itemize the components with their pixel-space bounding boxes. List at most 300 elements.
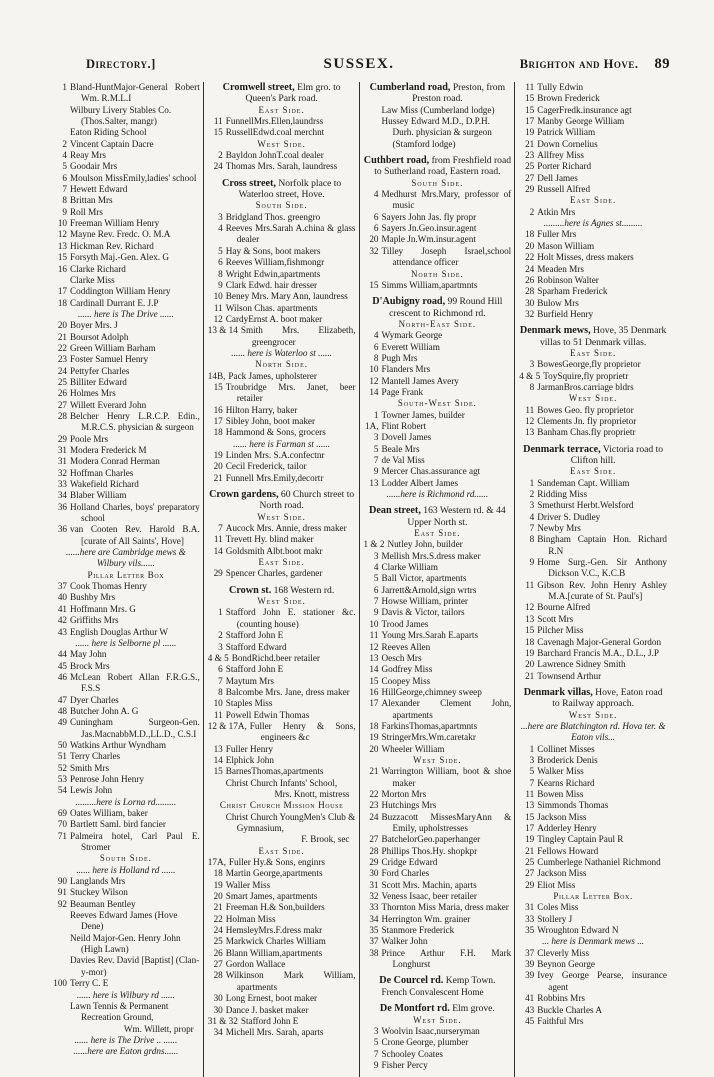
- directory-entry: [364, 280, 512, 291]
- entry-text: Palmeira hotel, Carl Paul E. Stromer: [70, 830, 200, 853]
- directory-entry: [519, 659, 667, 670]
- house-number: 33: [369, 902, 379, 913]
- entry-text: Prince Arthur F.H. Mark Longhurst: [381, 947, 512, 970]
- directory-entry: [364, 891, 512, 902]
- house-number: 27: [57, 399, 67, 410]
- directory-entry: [52, 218, 200, 229]
- directory-entry: [52, 332, 200, 343]
- directory-entry: [364, 562, 512, 573]
- house-number: 11: [213, 709, 223, 720]
- house-number: 29: [213, 568, 223, 579]
- directory-entry: [519, 602, 667, 613]
- directory-entry: [519, 671, 667, 682]
- side-heading: West Side.: [568, 709, 618, 720]
- street-heading: De Courcel rd. Kemp Town.: [379, 975, 496, 987]
- house-number: 19: [525, 127, 535, 138]
- directory-entry: [208, 642, 356, 653]
- directory-entry: [208, 291, 356, 302]
- directory-entry: [519, 184, 667, 195]
- house-number: 30: [369, 868, 379, 879]
- directory-entry: [208, 993, 356, 1004]
- house-number: 11: [213, 116, 223, 127]
- house-number: 18: [369, 720, 379, 731]
- directory-entry: [364, 573, 512, 584]
- directory-entry: [519, 500, 667, 511]
- directory-entry: [364, 223, 512, 234]
- house-number: 90: [57, 876, 67, 887]
- directory-entry: [52, 490, 200, 501]
- directory-entry: [208, 473, 356, 484]
- side-heading: East Side.: [258, 557, 305, 568]
- entry-text: Stuckey Wilson: [70, 887, 128, 898]
- house-number: 13: [525, 800, 535, 811]
- entry-text: Bayldon JohnT.coal dealer: [225, 150, 324, 161]
- house-number: 25: [213, 936, 223, 947]
- directory-entry: [52, 241, 200, 252]
- house-number: 38: [369, 947, 379, 958]
- directory-entry: [364, 376, 512, 387]
- directory-entry: [208, 755, 356, 766]
- directory-entry: [364, 619, 512, 630]
- entry-text: Everett William: [381, 341, 440, 352]
- house-number: 32: [57, 467, 67, 478]
- entry-credit: Mrs. Knott, mistress: [274, 788, 350, 799]
- directory-entry: [364, 364, 512, 375]
- directory-entry: [364, 936, 512, 947]
- directory-entry: [519, 557, 667, 580]
- directory-entry: [52, 808, 200, 819]
- page-number: 89: [654, 56, 670, 72]
- entry-text: Modera Frederick M: [70, 445, 147, 455]
- house-number: 22: [525, 252, 535, 263]
- entry-text: Scott Mrs. Machin, aparts: [381, 879, 477, 890]
- entry-text: Beney Mrs. Mary Ann, laundress: [225, 291, 348, 302]
- directory-entry: [52, 706, 200, 717]
- house-number: 33: [57, 479, 67, 490]
- house-number: 33: [525, 913, 535, 924]
- entry-text: Bridgland Thos. greengro: [225, 211, 321, 222]
- section-title: Brighton and Hove.: [519, 57, 639, 71]
- directory-entry: [519, 427, 667, 438]
- entry-text: Fuller Henry & Sons, engineers &c: [249, 720, 356, 743]
- directory-entry: [208, 303, 356, 314]
- directory-entry-unnumbered: [364, 105, 512, 116]
- entry-text: Dyer Charles: [70, 694, 119, 705]
- directory-entry: [364, 687, 512, 698]
- entry-text: Dovell James: [381, 432, 432, 443]
- entry-text: Allfrey Miss: [537, 150, 584, 161]
- entry-text: CagerFredk.insurance agt: [537, 104, 632, 115]
- directory-entry: [519, 207, 667, 218]
- directory-entry: [519, 241, 667, 252]
- entry-text: Patrick William: [537, 127, 596, 138]
- directory-entry: [519, 416, 667, 427]
- street-name: Cumberland road,: [369, 82, 451, 93]
- entry-text: Linden Mrs. S.A.confectnr: [225, 450, 325, 460]
- entry-text: Fuller Mrs: [537, 229, 577, 240]
- house-number: 6: [373, 341, 379, 352]
- directory-entry: [52, 388, 200, 399]
- house-number: 21: [57, 331, 67, 342]
- house-number: 69: [57, 808, 67, 818]
- house-number: 11: [369, 630, 379, 641]
- entry-text: FarkinsThomas,apartmnts: [381, 720, 478, 731]
- cross-street-note: ......here are Eaton grdns......: [73, 1046, 179, 1057]
- house-number: 14: [213, 545, 223, 556]
- entry-text: French Convalescent Home: [381, 986, 484, 997]
- directory-entry: [364, 1060, 512, 1071]
- street-name: Cromwell street,: [222, 82, 295, 93]
- cross-street-note: .........here is Lorna rd.........: [75, 796, 177, 807]
- house-number: 2: [529, 206, 535, 217]
- house-number: 6: [218, 664, 223, 675]
- house-number: 17: [369, 698, 379, 709]
- house-number: 5: [218, 245, 223, 256]
- house-number: 4: [373, 330, 379, 341]
- directory-entry: [52, 649, 200, 660]
- directory-entry: [364, 444, 512, 455]
- house-number: 21: [525, 845, 535, 856]
- side-heading: East Side.: [258, 845, 305, 856]
- entry-text: Morton Mrs: [381, 788, 427, 799]
- house-number: 2: [218, 150, 223, 161]
- directory-entry: [52, 468, 200, 479]
- house-number: 1: [373, 409, 379, 420]
- street-heading: De Montfort rd. Elm grove.: [379, 1003, 495, 1015]
- entry-text: Jackson Miss: [537, 868, 587, 879]
- house-number: 18: [525, 229, 535, 240]
- entry-text: Bushby Mrs: [70, 592, 116, 603]
- directory-entry: [52, 377, 200, 388]
- house-number: 36: [57, 501, 67, 512]
- entry-text: Dell James: [537, 172, 578, 183]
- entry-credit: Wm. Willett, propr: [123, 1023, 194, 1034]
- directory-entry: [519, 789, 667, 800]
- house-number: 43: [57, 626, 67, 637]
- entry-text: McLean Robert Allan F.R.G.S., F.S.S: [70, 671, 200, 694]
- directory-entry: [208, 427, 356, 438]
- county-title: SUSSEX.: [323, 56, 395, 72]
- directory-entry: [52, 195, 200, 206]
- entry-text: Reeves William,fishmongr: [225, 257, 325, 268]
- entry-text: Coles Miss: [537, 902, 579, 913]
- entry-text: Robinson Walter: [537, 274, 599, 285]
- directory-entry: [208, 607, 356, 630]
- house-number: 19: [525, 647, 535, 658]
- house-number: 7: [373, 1048, 379, 1059]
- entry-text: Hilton Harry, baker: [225, 404, 298, 415]
- directory-entry: [364, 721, 512, 732]
- directory-entry: [519, 970, 667, 993]
- entry-text: Stollery J: [537, 913, 573, 924]
- entry-text: Goodair Mrs: [70, 161, 118, 172]
- directory-entry: [364, 698, 512, 721]
- house-number: 1A,: [364, 420, 379, 431]
- entry-text: Neild Major-Gen. Henry John (High Lawn): [70, 932, 181, 955]
- entry-text: Jackson Miss: [537, 811, 587, 822]
- entry-text: Robbins Mrs: [537, 993, 585, 1004]
- entry-text: Smart James, apartments: [225, 891, 318, 902]
- directory-entry: [364, 342, 512, 353]
- entry-text: Bowes Geo. fly proprietor: [537, 404, 634, 415]
- street-heading: Denmark mews, Hove, 35 Denmark villas to 51 Denmark villas.: [519, 325, 667, 348]
- street-heading: Crown gardens, 60 Church street to North road.: [209, 489, 355, 512]
- house-number: 3: [529, 754, 535, 765]
- directory-entry: [52, 298, 200, 309]
- entry-text: Stafford John E: [240, 1015, 299, 1026]
- directory-entry: [52, 876, 200, 887]
- cross-street-note: ...... here is Holland rd ......: [76, 864, 176, 875]
- entry-text: Medhurst Mrs.Mary, professor of music: [381, 189, 512, 211]
- house-number: 14: [369, 664, 379, 675]
- entry-text: Lawn Tennis & Permanent Recreation Ground,: [70, 1000, 169, 1023]
- entry-text: Cumberlege Nathaniel Richmond: [537, 857, 661, 868]
- cross-street-note: ...... here is Selborne pl ......: [75, 637, 177, 648]
- entry-text: Trevett Hy. blind maker: [225, 534, 314, 545]
- entry-text: StringerMrs.Wm.caretakr: [381, 732, 476, 743]
- entry-text: Wilkinson Mark William, apartments: [225, 970, 356, 992]
- entry-text: Elphick John: [225, 754, 274, 765]
- directory-entry: [208, 534, 356, 545]
- directory-column: [203, 82, 359, 1077]
- entry-text: Cuningham Surgeon-Gen. Jas.MacnabbM.D.,LL.D., C.S.I: [70, 717, 200, 739]
- entry-text: HillGeorge,chimney sweep: [381, 686, 482, 697]
- directory-entry-unnumbered: [52, 105, 200, 128]
- entry-text: Reeves Edward James (Hove Dene): [70, 910, 178, 932]
- directory-entry: [364, 642, 512, 653]
- house-number: 22: [213, 913, 223, 924]
- entry-text: Boyer Mrs. J: [70, 320, 118, 331]
- entry-text: Watkins Arthur Wyndham: [70, 739, 167, 750]
- directory-entry: [519, 880, 667, 891]
- directory-entry: [364, 846, 512, 857]
- house-number: 28: [369, 845, 379, 856]
- directory-entry: [364, 585, 512, 596]
- house-number: 8: [529, 381, 535, 392]
- house-number: 7: [218, 675, 223, 686]
- entry-text: Cecil Frederick, tailor: [225, 461, 307, 472]
- house-number: 12: [369, 375, 379, 386]
- cross-street-note: ...... here is The Drive .. ......: [74, 1034, 178, 1045]
- entry-text: Page Frank: [381, 386, 424, 397]
- directory-entry: [208, 416, 356, 427]
- house-number: 15: [213, 766, 223, 777]
- house-number: 28: [213, 970, 223, 981]
- directory-entry: [364, 1037, 512, 1048]
- entry-text: Martin George,apartments: [225, 868, 323, 879]
- house-number: 13 & 14: [207, 325, 238, 336]
- house-number: 28: [525, 286, 535, 297]
- street-name: Cuthbert road,: [363, 155, 430, 167]
- entry-text: Markwick Charles William: [225, 936, 326, 947]
- house-number: 31 & 32: [207, 1015, 238, 1026]
- directory-entry: [52, 184, 200, 195]
- house-number: 19: [369, 732, 379, 743]
- entry-text: Boursot Adolph: [70, 331, 129, 342]
- cross-street-note: ......here are Cambridge mews & Wilbury vils......: [65, 547, 186, 569]
- directory-entry: [208, 880, 356, 891]
- house-number: 6: [373, 211, 379, 222]
- entry-text: Christ Church YoungMen's Club & Gymnasium,: [225, 811, 356, 833]
- directory-entry: [208, 970, 356, 993]
- directory-entry: [52, 763, 200, 774]
- house-number: 70: [57, 819, 67, 830]
- house-number: 14: [369, 386, 379, 397]
- directory-entry: [208, 744, 356, 755]
- entry-text: BarnesThomas,apartments: [225, 766, 324, 777]
- directory-entry: [208, 523, 356, 534]
- directory-entry: [52, 252, 200, 263]
- entry-text: Mayne Rev. Fredc. O. M.A: [70, 229, 171, 240]
- house-number: 31: [525, 902, 535, 913]
- house-number: 17: [57, 286, 67, 297]
- entry-text: Down Cornelius: [537, 138, 598, 149]
- directory-entry: [52, 320, 200, 331]
- directory-entry-unnumbered: [364, 987, 512, 998]
- directory-entry: [52, 592, 200, 603]
- directory-entry: [208, 1027, 356, 1038]
- directory-entry-unnumbered: [364, 116, 512, 150]
- house-number: 22: [57, 342, 67, 353]
- directory-entry: [519, 625, 667, 636]
- house-number: 28: [57, 410, 67, 421]
- entry-text: Herrington Wm. grainer: [381, 913, 471, 924]
- directory-entry: [364, 466, 512, 477]
- directory-entry: [52, 774, 200, 785]
- entry-text: Mantell James Avery: [381, 375, 459, 386]
- directory-entry: [52, 139, 200, 150]
- entry-text: Warrington William, boot & shoe maker: [381, 766, 512, 788]
- house-number: 6: [218, 257, 223, 268]
- house-number: 14: [213, 754, 223, 765]
- house-number: 6: [373, 223, 379, 234]
- entry-text: Eliot Miss: [537, 879, 576, 890]
- side-heading: South-West Side.: [397, 398, 477, 409]
- directory-entry: [52, 286, 200, 297]
- entry-text: Wilson Chas. apartments: [225, 302, 318, 313]
- directory-entry: [519, 812, 667, 823]
- side-heading: East Side.: [258, 104, 305, 115]
- house-number: 14B,: [207, 370, 226, 381]
- house-number: 10: [213, 698, 223, 709]
- house-number: 54: [57, 785, 67, 796]
- directory-entry: [52, 785, 200, 796]
- house-number: 22: [369, 788, 379, 799]
- house-number: 8: [218, 686, 223, 697]
- directory-entry: [52, 819, 200, 830]
- directory-entry: [208, 325, 356, 348]
- entry-text: Sparham Frederick: [537, 286, 608, 297]
- directory-entry: [52, 740, 200, 751]
- house-number: 30: [213, 993, 223, 1004]
- directory-entry: [364, 596, 512, 607]
- entry-text: Tilley Joseph Israel,school attendance officer: [381, 245, 512, 268]
- entry-text: Roll Mrs: [70, 206, 103, 217]
- entry-text: Freeman H.& Son,builders: [225, 902, 325, 913]
- house-number: 23: [57, 354, 67, 365]
- directory-entry: [519, 948, 667, 959]
- entry-text: Manby George William: [537, 116, 625, 127]
- entry-text: English Douglas Arthur W: [70, 626, 169, 637]
- house-number: 29: [525, 184, 535, 195]
- entry-text: Hoffmann Mrs. G: [70, 603, 136, 614]
- street-heading: Crown st. 168 Western rd.: [228, 584, 335, 596]
- directory-entry: [364, 732, 512, 743]
- directory-entry: [364, 330, 512, 341]
- side-heading: West Side.: [413, 1014, 462, 1025]
- directory-entry: [364, 212, 512, 223]
- house-number: 9: [373, 466, 379, 477]
- entry-text: Sandeman Capt. William: [537, 477, 630, 488]
- entry-text: Collinet Misses: [537, 743, 595, 754]
- entry-text: FunnellMrs.Ellen,laundrss: [225, 116, 324, 127]
- entry-text: Atkin Mrs: [537, 206, 576, 217]
- house-number: 24: [525, 263, 535, 274]
- directory-entry: [519, 286, 667, 297]
- directory-entry: [52, 343, 200, 354]
- directory-entry: [364, 353, 512, 364]
- house-number: 20: [525, 240, 535, 251]
- house-number: 1: [218, 607, 223, 618]
- directory-entry: [52, 524, 200, 547]
- entry-text: May John: [70, 649, 107, 660]
- directory-entry: [364, 234, 512, 245]
- house-number: 23: [369, 800, 379, 811]
- directory-entry: [52, 672, 200, 695]
- street-name: Denmark mews,: [519, 325, 591, 337]
- entry-text: Forsyth Maj.-Gen. Alex. G: [70, 252, 170, 263]
- house-number: 12: [57, 229, 67, 240]
- house-number: 15: [369, 675, 379, 686]
- house-number: 1: [62, 82, 67, 92]
- house-number: 8: [62, 195, 67, 206]
- entry-text: Hewett Edward: [70, 184, 128, 195]
- house-number: 35: [369, 925, 379, 936]
- entry-text: Gordon Wallace: [225, 959, 286, 970]
- house-number: 10: [369, 364, 379, 375]
- entry-text: Troubridge Mrs. Janet, beer retailer: [225, 381, 356, 404]
- house-number: 16: [369, 686, 379, 697]
- landmark-label: Pillar Letter Box.: [553, 891, 633, 902]
- entry-text: Bartlett Saml. bird fancier: [70, 819, 166, 830]
- entry-text: Fisher Percy: [381, 1059, 428, 1070]
- directory-entry: [208, 382, 356, 405]
- entry-text: Cardinall Durrant E. J.P: [70, 297, 159, 308]
- directory-entry: [364, 880, 512, 891]
- directory-entry: [364, 246, 512, 269]
- house-number: 36: [57, 524, 67, 535]
- house-number: 20: [369, 743, 379, 754]
- entry-text: Poole Mrs: [70, 433, 109, 444]
- entry-text: Davis & Victor, tailors: [381, 607, 465, 618]
- entry-text: Woolvin Isaac,nurseryman: [381, 1025, 480, 1036]
- entry-text: Cridge Edward: [381, 857, 438, 868]
- directory-entry: [208, 1005, 356, 1016]
- entry-text: Reeves Mrs.Sarah A.china & glass dealer: [225, 223, 356, 245]
- directory-entry: [52, 978, 200, 989]
- directory-entry: [52, 695, 200, 706]
- entry-text: Ivey George Pearse, insurance agent: [537, 970, 667, 992]
- house-number: 30: [525, 297, 535, 308]
- directory-entry: [519, 914, 667, 925]
- house-number: 46: [57, 671, 67, 682]
- directory-entry: [519, 959, 667, 970]
- directory-entry: [519, 846, 667, 857]
- house-number: 10: [369, 618, 379, 629]
- house-number: 21: [525, 138, 535, 149]
- house-number: 52: [57, 762, 67, 773]
- house-number: 15: [525, 104, 535, 115]
